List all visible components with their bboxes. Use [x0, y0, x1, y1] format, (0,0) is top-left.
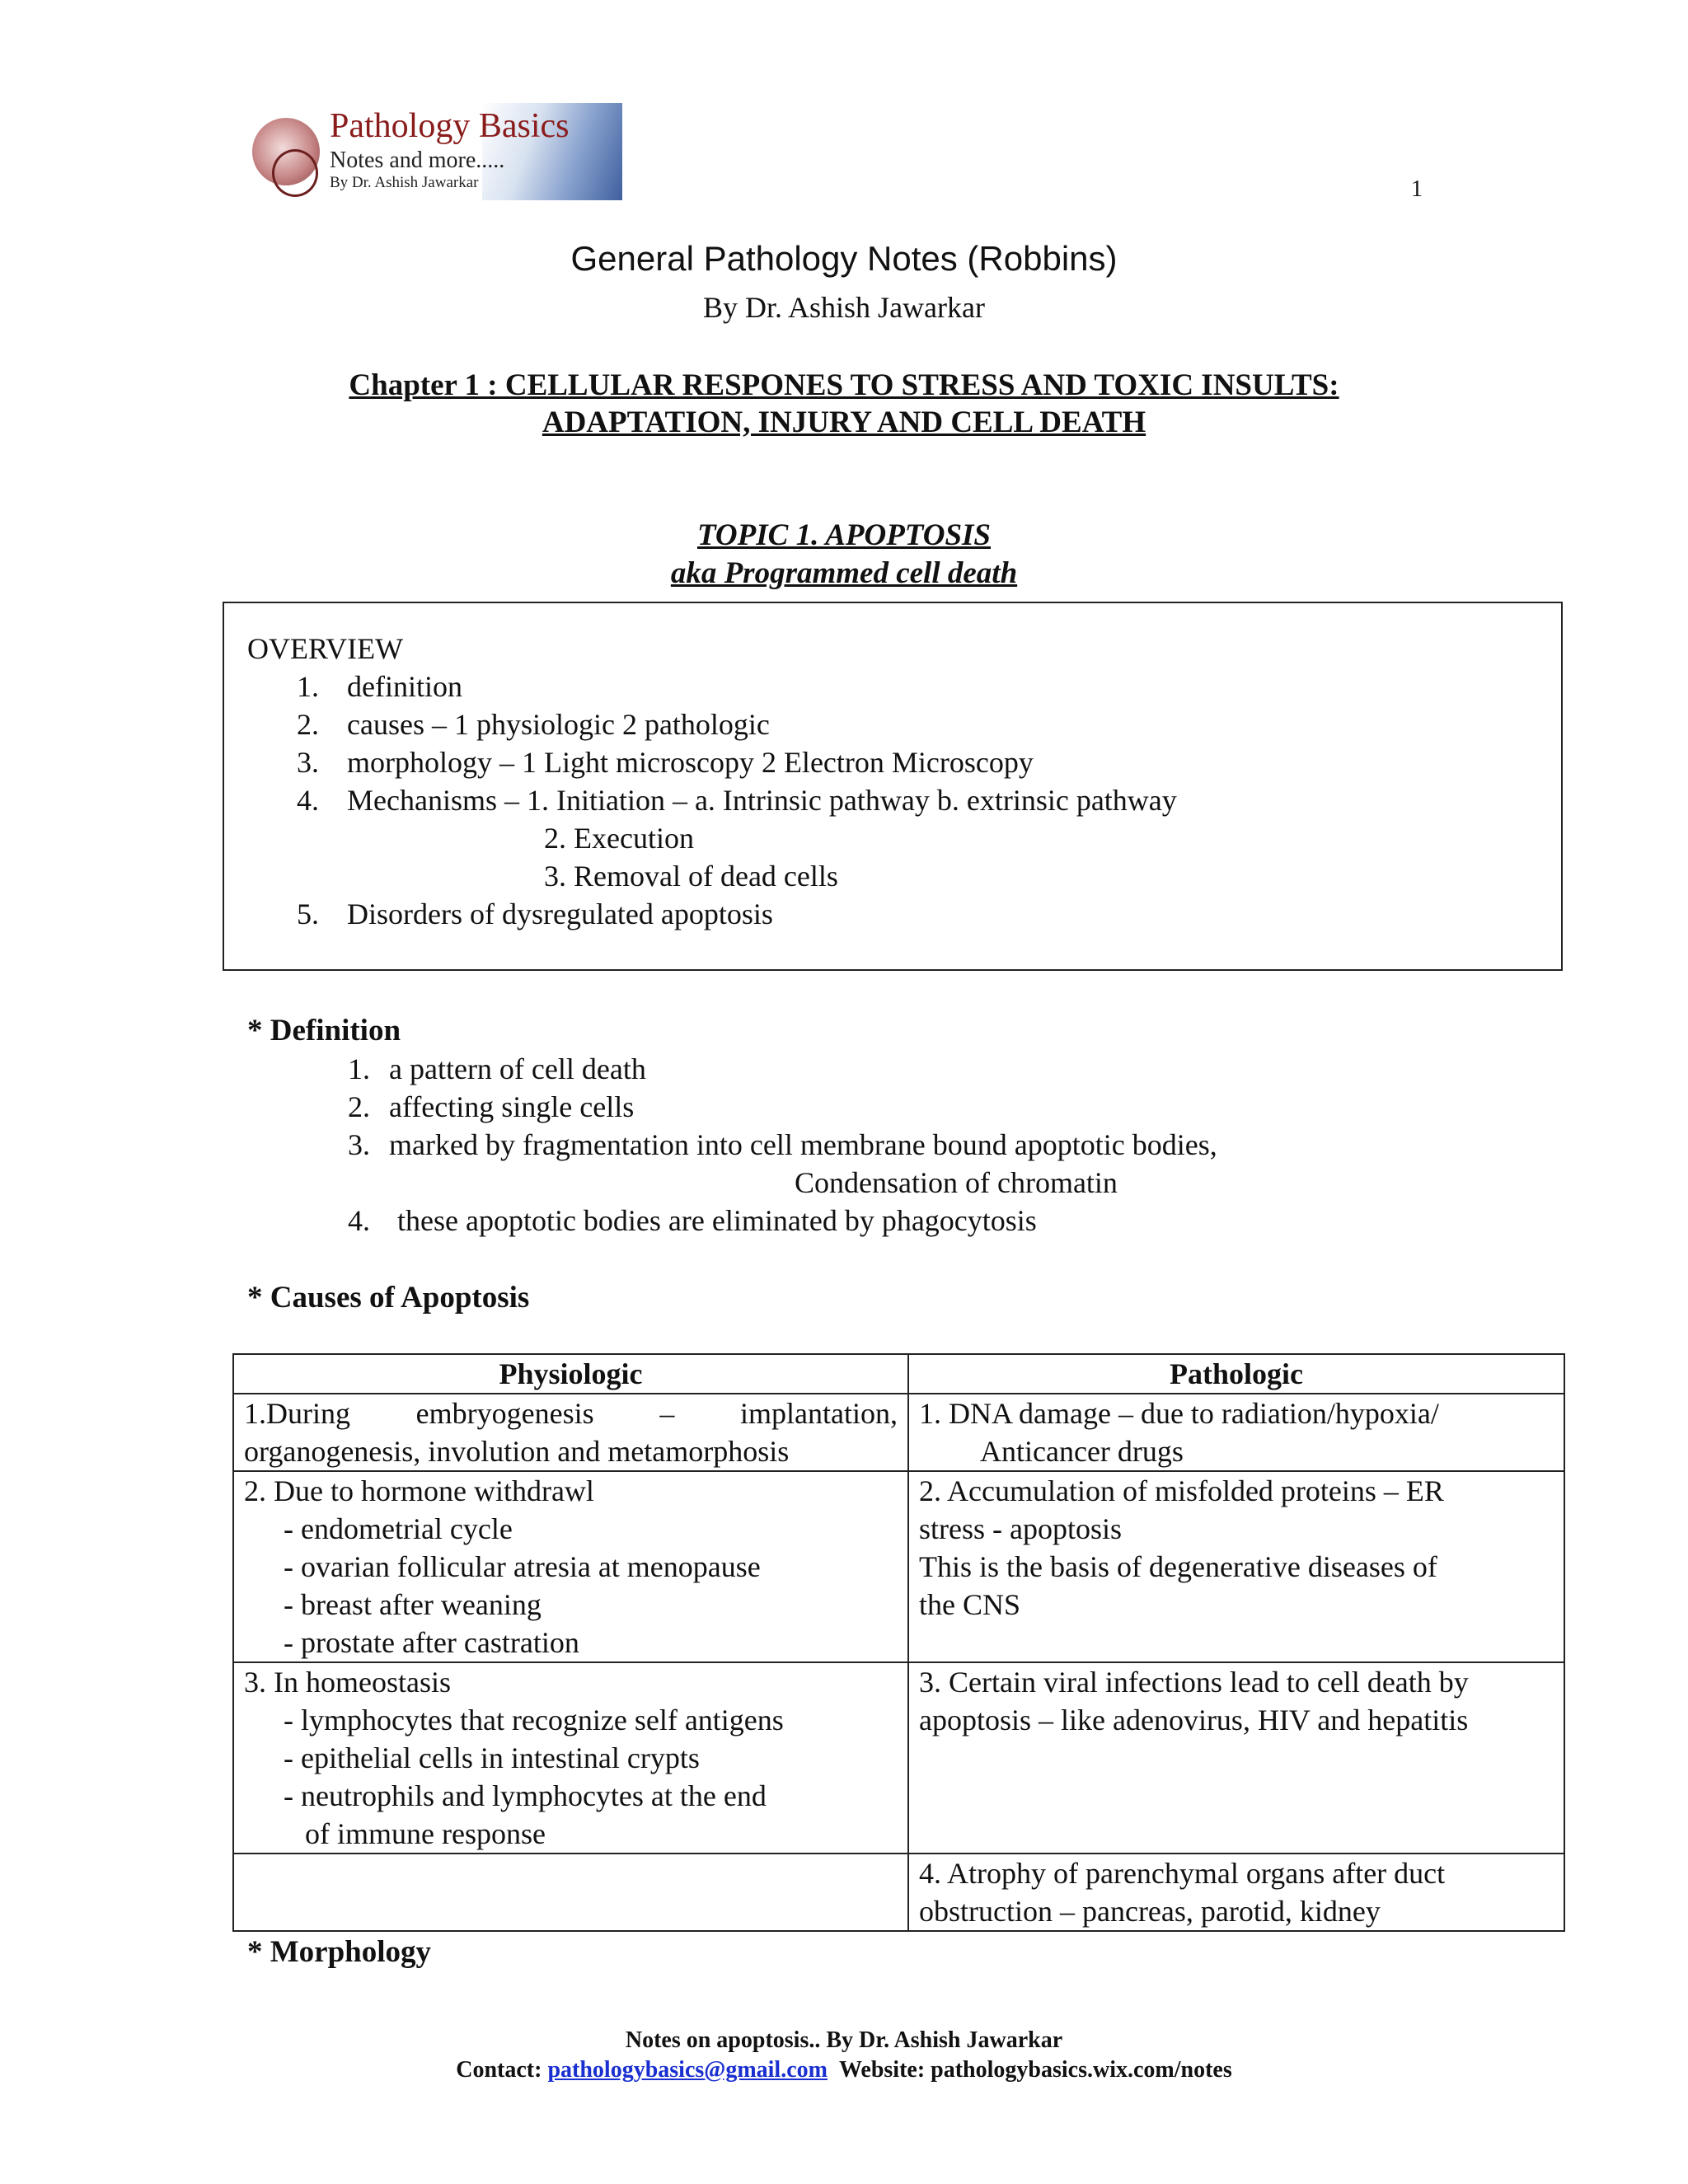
table-header-row	[233, 1354, 1564, 1394]
causes-table	[232, 1353, 1565, 1932]
cell-line: 2. Accumulation of misfolded proteins – ER	[919, 1474, 1444, 1507]
footer-note: Notes on apoptosis.. By Dr. Ashish Jawarkar	[625, 2027, 1063, 2053]
table-cell	[233, 1394, 908, 1471]
definition-num: 1.	[348, 1052, 370, 1085]
definition-item: affecting single cells	[389, 1090, 635, 1123]
cell-line: obstruction – pancreas, parotid, kidney	[919, 1895, 1381, 1928]
overview-item: definition	[347, 670, 462, 703]
cell-line: - breast after weaning	[284, 1588, 542, 1621]
overview-subitem: 2. Execution	[544, 822, 694, 855]
table-row	[233, 1471, 1564, 1662]
cell-line: apoptosis – like adenovirus, HIV and hepatitis	[919, 1704, 1469, 1736]
cell-line: - lymphocytes that recognize self antigens	[284, 1704, 784, 1736]
table-row	[233, 1854, 1564, 1931]
definition-item: a pattern of cell death	[389, 1052, 646, 1085]
logo-subtitle: Notes and more.....	[330, 148, 505, 173]
overview-item: Disorders of dysregulated apoptosis	[347, 898, 773, 930]
cell-line: stress - apoptosis	[919, 1512, 1122, 1545]
page-title: General Pathology Notes (Robbins)	[570, 239, 1118, 278]
definition-item: marked by fragmentation into cell membrane bound apoptotic bodies,	[389, 1128, 1217, 1161]
cell-line: Anticancer drugs	[980, 1435, 1184, 1468]
table-cell	[908, 1662, 1564, 1854]
cell-line: - ovarian follicular atresia at menopause	[284, 1550, 761, 1583]
cell-line: organogenesis, involution and metamorphosis	[244, 1435, 790, 1468]
overview-num: 2.	[297, 708, 319, 741]
table-row	[233, 1662, 1564, 1854]
website-text: Website: pathologybasics.wix.com/notes	[838, 2057, 1232, 2083]
chapter-heading-line1: Chapter 1 : CELLULAR RESPONES TO STRESS AND TOXIC INSULTS:	[349, 368, 1339, 402]
causes-heading: * Causes of Apoptosis	[247, 1281, 530, 1315]
column-header-pathologic: Pathologic	[908, 1354, 1564, 1394]
table-cell	[908, 1854, 1564, 1931]
definition-num: 4.	[348, 1204, 370, 1237]
cell-line: - prostate after castration	[284, 1626, 579, 1659]
cell-line: the CNS	[919, 1588, 1021, 1621]
overview-item: morphology – 1 Light microscopy 2 Electron Microscopy	[347, 746, 1034, 779]
table-row	[233, 1394, 1564, 1471]
definition-heading: * Definition	[247, 1014, 401, 1047]
definition-continuation: Condensation of chromatin	[795, 1166, 1118, 1199]
email-link[interactable]: pathologybasics@gmail.com	[547, 2057, 828, 2083]
table-cell	[233, 1662, 908, 1854]
topic-subheading: aka Programmed cell death	[670, 556, 1018, 590]
cell-line: of immune response	[305, 1817, 546, 1850]
cell-line: - epithelial cells in intestinal crypts	[284, 1741, 700, 1774]
table-cell	[908, 1394, 1564, 1471]
author: By Dr. Ashish Jawarkar	[703, 291, 985, 324]
page-number: 1	[1411, 176, 1423, 202]
definition-num: 2.	[348, 1090, 370, 1123]
overview-num: 5.	[297, 898, 319, 930]
table-cell-empty	[233, 1854, 908, 1931]
table-cell	[908, 1471, 1564, 1662]
overview-subitem: 3. Removal of dead cells	[544, 860, 838, 893]
cell-line: - neutrophils and lymphocytes at the end	[284, 1779, 767, 1812]
cell-line: 4. Atrophy of parenchymal organs after duct	[919, 1857, 1446, 1890]
logo-byline: By Dr. Ashish Jawarkar	[330, 174, 479, 191]
definition-num: 3.	[348, 1128, 370, 1161]
overview-num: 4.	[297, 784, 319, 817]
morphology-heading: * Morphology	[247, 1935, 432, 1969]
topic-heading: TOPIC 1. APOPTOSIS	[696, 518, 992, 552]
logo-title: Pathology Basics	[330, 107, 570, 145]
microscope-icon	[252, 118, 320, 185]
footer-contact	[0, 2057, 1688, 2083]
cell-line: 3. In homeostasis	[244, 1666, 451, 1699]
logo	[247, 103, 622, 200]
overview-num: 3.	[297, 746, 319, 779]
contact-label: Contact:	[456, 2057, 542, 2083]
chapter-heading-line2: ADAPTATION, INJURY AND CELL DEATH	[542, 405, 1146, 439]
column-header-physiologic: Physiologic	[233, 1354, 908, 1394]
cell-line: This is the basis of degenerative diseases of	[919, 1550, 1437, 1583]
overview-num: 1.	[297, 670, 319, 703]
overview-heading: OVERVIEW	[247, 632, 404, 665]
cell-line: - endometrial cycle	[284, 1512, 513, 1545]
overview-item: Mechanisms – 1. Initiation – a. Intrinsic pathway b. extrinsic pathway	[347, 784, 1177, 817]
table-cell	[233, 1471, 908, 1662]
definition-item: these apoptotic bodies are eliminated by phagocytosis	[397, 1204, 1037, 1237]
overview-item: causes – 1 physiologic 2 pathologic	[347, 708, 770, 741]
cell-line: 1. DNA damage – due to radiation/hypoxia/	[919, 1397, 1439, 1430]
cell-line: 3. Certain viral infections lead to cell death by	[919, 1666, 1469, 1699]
cell-line: 1.During embryogenesis – implantation,	[244, 1397, 898, 1430]
cell-line: 2. Due to hormone withdrawl	[244, 1474, 594, 1507]
